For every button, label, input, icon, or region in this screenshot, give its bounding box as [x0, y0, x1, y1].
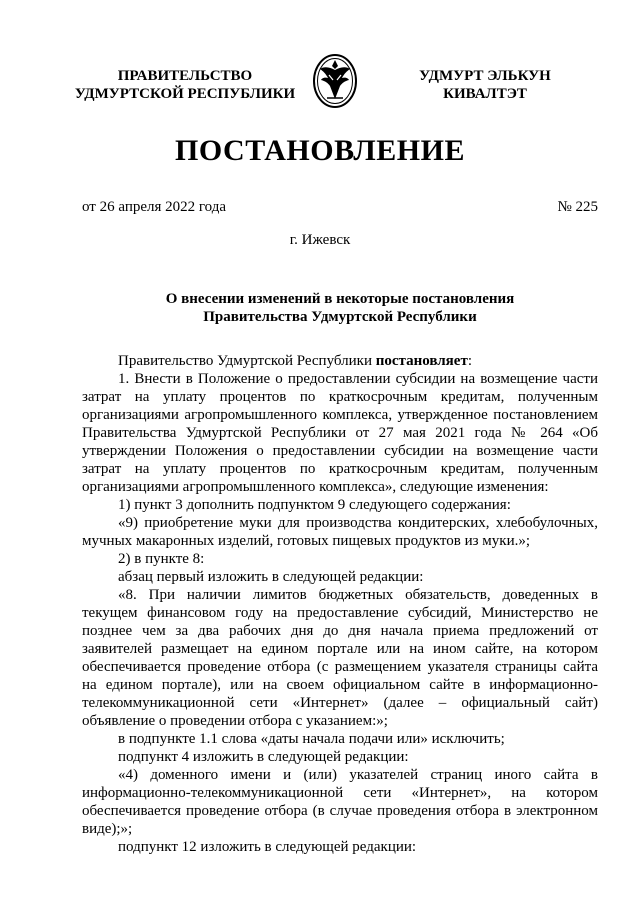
document-subject: [120, 290, 560, 326]
body-paragraph: 1) пункт 3 дополнить подпунктом 9 следующего содержания:: [118, 497, 511, 513]
intro-bold-verb: постановляет: [375, 353, 468, 369]
body-paragraph: подпункт 12 изложить в следующей редакции:: [118, 839, 417, 855]
issuer-name-russian: [60, 67, 310, 103]
udmurt-coat-of-arms-icon: [312, 53, 358, 109]
issuer-name-udmurt: [400, 67, 570, 103]
document-type-title: ПОСТАНОВЛЕНИЕ: [175, 134, 465, 167]
issuer-name-line: ПРАВИТЕЛЬСТВО: [117, 68, 253, 84]
body-paragraph: «9) приобретение муки для производства кондитерских, хлебобулочных, мучных макаронных изделий, готовых пищевых продуктов из муки.»;: [82, 515, 598, 549]
issuer-name-line: КИВАЛТЭТ: [443, 86, 527, 102]
body-paragraph: в подпункте 1.1 слова «даты начала подачи или» исключить;: [118, 731, 505, 747]
body-paragraph: «8. При наличии лимитов бюджетных обязательств, доведенных в текущем финансовом году на предоставление субсидий, Министерство не позднее чем за два рабочих дня до дня начала приема предложений от заявителей размещает на едином портале или на ином сайте, на котором обеспечивается проведение отбора (с размещением указателя страницы сайта на едином портале), или на своем официальном сайте в информационно-телекоммуникационной сети «Интернет» (далее – официальный сайт) объявление о проведении отбора с указанием:»;: [82, 587, 598, 729]
document-number: № 225: [557, 199, 598, 215]
subject-line: Правительства Удмуртской Республики: [203, 309, 477, 325]
body-paragraph: 2) в пункте 8:: [118, 551, 205, 567]
body-paragraph: 1. Внести в Положение о предоставлении субсидии на возмещение части затрат на уплату процентов по краткосрочным кредитам, полученным организациями агропромышленного комплекса, утвержденное постановлением Правительства Удмуртской Республики от 27 мая 2021 года № 264 «Об утверждении Положения о предоставлении субсидии на возмещение части затрат на уплату процентов по краткосрочным кредитам, полученным организациями агропромышленного комплекса», следующие изменения:: [82, 371, 598, 495]
issuer-name-line: УДМУРТСКОЙ РЕСПУБЛИКИ: [74, 86, 296, 102]
intro-colon: :: [467, 353, 472, 369]
body-paragraph: подпункт 4 изложить в следующей редакции:: [118, 749, 409, 765]
intro-paragraph: [82, 352, 598, 370]
issuer-name-line: УДМУРТ ЭЛЬКУН: [419, 68, 551, 84]
body-paragraph: «4) доменного имени и (или) указателей страниц иного сайта в информационно-телекоммуникационной сети «Интернет», на котором обеспечивается проведение отбора (в случае проведения отбора в электронном виде);»;: [82, 767, 598, 837]
document-body: [82, 352, 598, 856]
subject-line: О внесении изменений в некоторые постановления: [165, 291, 515, 307]
document-city: г. Ижевск: [289, 232, 351, 248]
body-paragraph: абзац первый изложить в следующей редакции:: [118, 569, 424, 585]
intro-text: Правительство Удмуртской Республики: [118, 353, 376, 369]
document-date: от 26 апреля 2022 года: [82, 199, 227, 215]
